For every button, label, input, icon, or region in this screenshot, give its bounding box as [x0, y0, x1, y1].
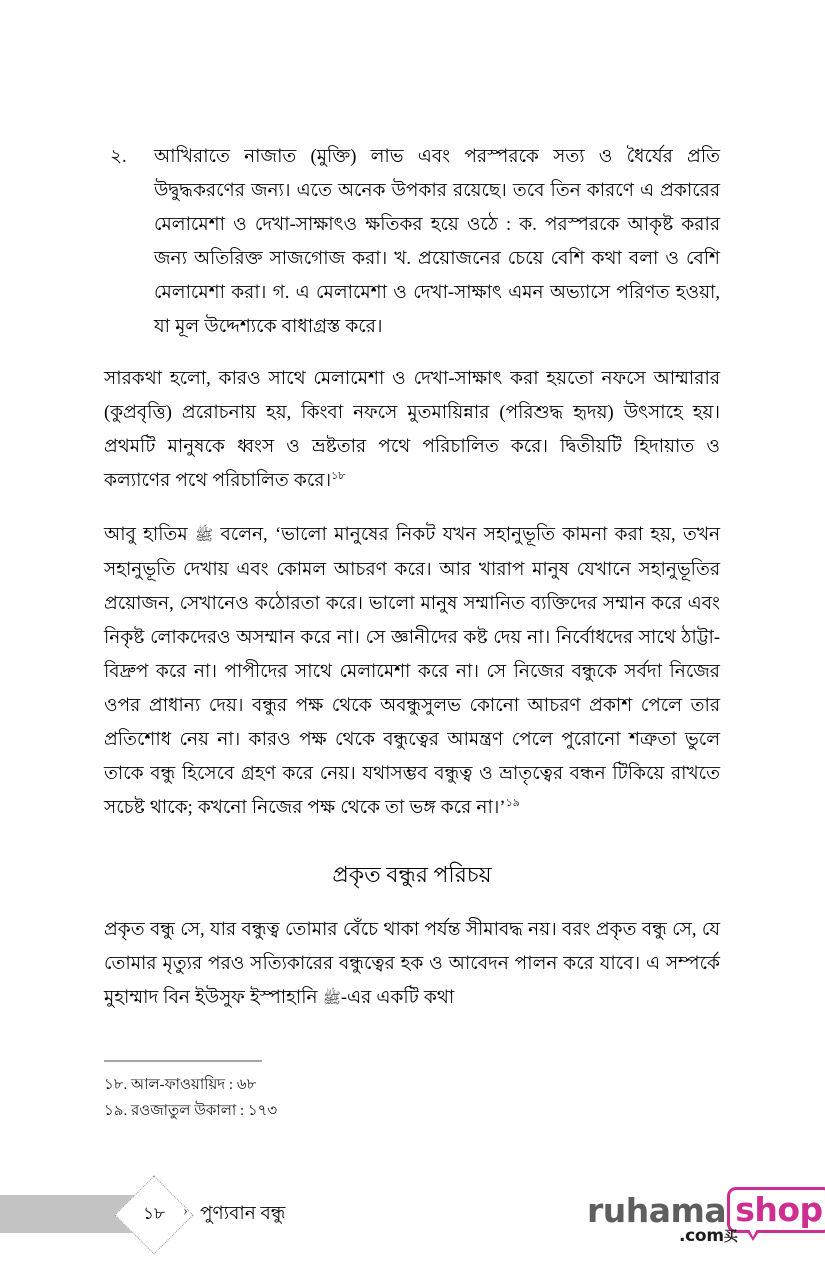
logo-cjk-glyph: 买: [723, 1229, 738, 1245]
numbered-list-item: [104, 140, 720, 344]
logo-speech-bubble: [727, 1187, 825, 1233]
speech-bubble-tail-icon: [746, 1230, 760, 1241]
list-item-marker: ২.: [110, 147, 127, 167]
footer-chapter-title: পুণ্যবান বন্ধু: [200, 1204, 286, 1224]
abu-hatim-quote-paragraph: [104, 518, 720, 825]
logo-text-ruhama: ruhama: [587, 1190, 727, 1230]
chevron-right-icon: ›: [183, 1203, 188, 1219]
abu-hatim-quote-text: ‘ভালো মানুষের নিকট যখন সহানুভূতি কামনা করা হয়, তখন সহানুভূতি দেখায় এবং কোমল আচরণ করে। আর খারাপ মানুষ যেখানে সহানুভূতির প্রয়োজন, সেখানেও কঠোরতা করে। ভালো মানুষ সম্মানিত ব্যক্তিদের সম্মান করে এবং নিকৃষ্ট লোকদেরও অসম্মান করে না। সে জ্ঞানীদের কষ্ট দেয় না। নির্বোধদের সাথে ঠাট্টা-বিদ্রুপ করে না। পাপীদের সাথে মেলামেশা করে না। সে নিজের বন্ধুকে সর্বদা নিজের ওপর প্রাধান্য দেয়। বন্ধুর পক্ষ থেকে অবন্ধুসুলভ কোনো আচরণ প্রকাশ পেলে তার প্রতিশোধ নেয় না। কারও পক্ষ থেকে বন্ধুত্বের আমন্ত্রণ পেলে পুরোনো শত্রুতা ভুলে তাকে বন্ধু হিসেবে গ্রহণ করে নেয়। যথাসম্ভব বন্ধুত্ব ও ভ্রাতৃত্বের বন্ধন টিকিয়ে রাখতে সচেষ্ট থাকে; কখনো নিজের পক্ষ থেকে তা ভঙ্গ করে না।’: [104, 525, 721, 818]
summary-paragraph-text: সারকথা হলো, কারও সাথে মেলামেশা ও দেখা-সাক্ষাৎ করা হয়তো নফসে আম্মারার (কুপ্রবৃত্তি) প্ররোচনায় হয়, কিংবা নফসে মুতমায়িন্নার (পরিশুদ্ধ হৃদয়) উৎসাহে হয়। প্রথমটি মানুষকে ধ্বংস ও ভ্রষ্টতার পথে পরিচালিত করে। দ্বিতীয়টি হিদায়াত ও কল্যাণের পথে পরিচালিত করে।: [104, 369, 720, 491]
logo-domain-text: .com: [679, 1226, 724, 1246]
rahimahullah-icon: ﷺ: [195, 528, 214, 544]
footnote-item: ১৯. রওজাতুল উকালা : ১৭৩: [104, 1103, 278, 1119]
footnote-ref-18: ১৮: [331, 469, 346, 482]
footnote-item: ১৮. আল-ফাওয়ায়িদ : ৬৮: [104, 1077, 257, 1093]
page-content: [104, 140, 720, 1016]
rahimahullah-icon-2: ﷺ: [322, 991, 341, 1007]
logo-text-shop: shop: [735, 1190, 823, 1229]
speaker-name: আবু হাতিম: [104, 525, 188, 545]
logo-domain: [679, 1226, 737, 1246]
section-body-paragraph: [104, 913, 720, 1016]
footnotes-section: [104, 1060, 720, 1124]
footer-page-number: ১৮: [142, 1204, 166, 1223]
ruhamashop-logo: [587, 1185, 823, 1249]
list-item-text: আখিরাতে নাজাত (মুক্তি) লাভ এবং পরস্পরকে সত্য ও ধৈর্যের প্রতি উদ্বুদ্ধকরণের জন্য। এতে অনেক উপকার রয়েছে। তবে তিন কারণে এ প্রকারের মেলামেশা ও দেখা-সাক্ষাৎও ক্ষতিকর হয়ে ওঠে : ক. পরস্পরকে আকৃষ্ট করার জন্য অতিরিক্ত সাজগোজ করা। খ. প্রয়োজনের চেয়ে বেশি কথা বলা ও বেশি মেলামেশা করা। গ. এ মেলামেশা ও দেখা-সাক্ষাৎ এমন অভ্যাসে পরিণত হওয়া, যা মূল উদ্দেশ্যকে বাধাগ্রস্ত করে।: [154, 147, 720, 337]
footnote-ref-19: ১৯: [505, 796, 520, 809]
footnote-separator-rule: [104, 1060, 262, 1062]
section-body-part1: প্রকৃত বন্ধু সে, যার বন্ধুত্ব তোমার বেঁচে থাকা পর্যন্ত সীমাবদ্ধ নয়। বরং প্রকৃত বন্ধু সে, যে তোমার মৃত্যুর পরও সত্যিকারের বন্ধুত্বের হক ও আবেদন পালন করে যাবে। এ সম্পর্কে মুহাম্মাদ বিন ইউসুফ ইস্পাহানি: [104, 920, 720, 1008]
section-heading: প্রকৃত বন্ধুর পরিচয়: [332, 862, 492, 887]
quote-verb: বলেন,: [220, 525, 268, 545]
page-footer: [0, 1163, 825, 1275]
summary-paragraph: [104, 362, 720, 498]
section-body-part2: -এর একটি কথা: [340, 988, 455, 1008]
